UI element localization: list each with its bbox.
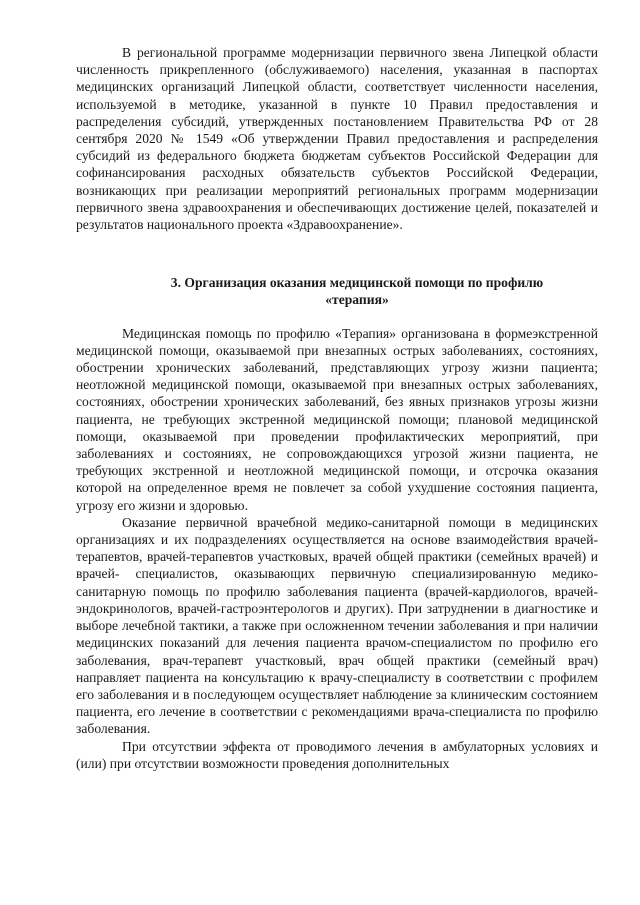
body-paragraph-3: При отсутствии эффекта от проводимого лечения в амбулаторных условиях и (или) при отсутствии возможности проведения дополнительных	[76, 738, 598, 771]
section-heading-line1: 3. Организация оказания медицинской помощи по профилю	[170, 275, 544, 291]
intro-paragraph: В региональной программе модернизации первичного звена Липецкой области численность прикрепленного (обслуживаемого) населения, указанная в паспортах медицинских организаций Липецкой области, соответствует численности населения, используемой в методике, указанной в пункте 10 Правил предоставления и распределения субсидий, утвержденных постановлением Правительства РФ от 28 сентября 2020 № 1549 «Об утверждении Правил предоставления и распределения субсидий из федерального бюджета бюджетам субъектов Российской Федерации для софинансирования расходных обязательств субъектов Российской Федерации, возникающих при реализации мероприятий региональных программ модернизации первичного звена здравоохранения и обеспечивающих достижение целей, показателей и результатов национального проекта «Здравоохранение».	[76, 45, 598, 233]
body-paragraph-2: Оказание первичной врачебной медико-санитарной помощи в медицинских организациях и их подразделениях осуществляется на основе взаимодействия врачей-терапевтов, врачей-терапевтов участковых, врачей общей практики (семейных врачей) и врачей- специалистов, оказывающих первичную специализированную медико-санитарную помощь по профилю заболевания пациента (врачей-кардиологов, врачей-эндокринологов, врачей-гастроэнтерологов и других). При затруднении в диагностике и выборе лечебной тактики, а также при осложненном течении заболевания и при наличии медицинских показаний для лечения пациента врачом-специалистом по профилю его заболевания, врач-терапевт участковый, врач общей практики (семейный врач) направляет пациента на консультацию к врачу-специалисту в соответствии с профилем его заболевания и в последующем осуществляет наблюдение за клиническим состоянием пациента, его лечение в соответствии с рекомендациями врача-специалиста по профилю заболевания.	[76, 514, 598, 737]
heading-spacer	[76, 309, 598, 325]
section-heading-line2: «терапия»	[325, 292, 389, 308]
section-heading	[76, 274, 598, 308]
section-spacer	[76, 233, 598, 274]
body-paragraph-1: Медицинская помощь по профилю «Терапия» организована в формеэкстренной медицинской помощи, оказываемой при внезапных острых заболеваниях, состояниях, обострении хронических заболеваний, представляющих угрозу жизни пациента; неотложной медицинской помощи, оказываемой при внезапных острых заболеваниях, состояниях, обострении хронических заболеваний, без явных признаков угрозы жизни пациента, не требующих экстренной медицинской помощи; плановой медицинской помощи, оказываемой при проведении профилактических мероприятий, при заболеваниях и состояниях, не сопровождающихся угрозой жизни пациента, не требующих экстренной и неотложной медицинской помощи, и отсрочка оказания которой на определенное время не повлечет за собой ухудшение состояния пациента, угрозу его жизни и здоровью.	[76, 325, 598, 513]
